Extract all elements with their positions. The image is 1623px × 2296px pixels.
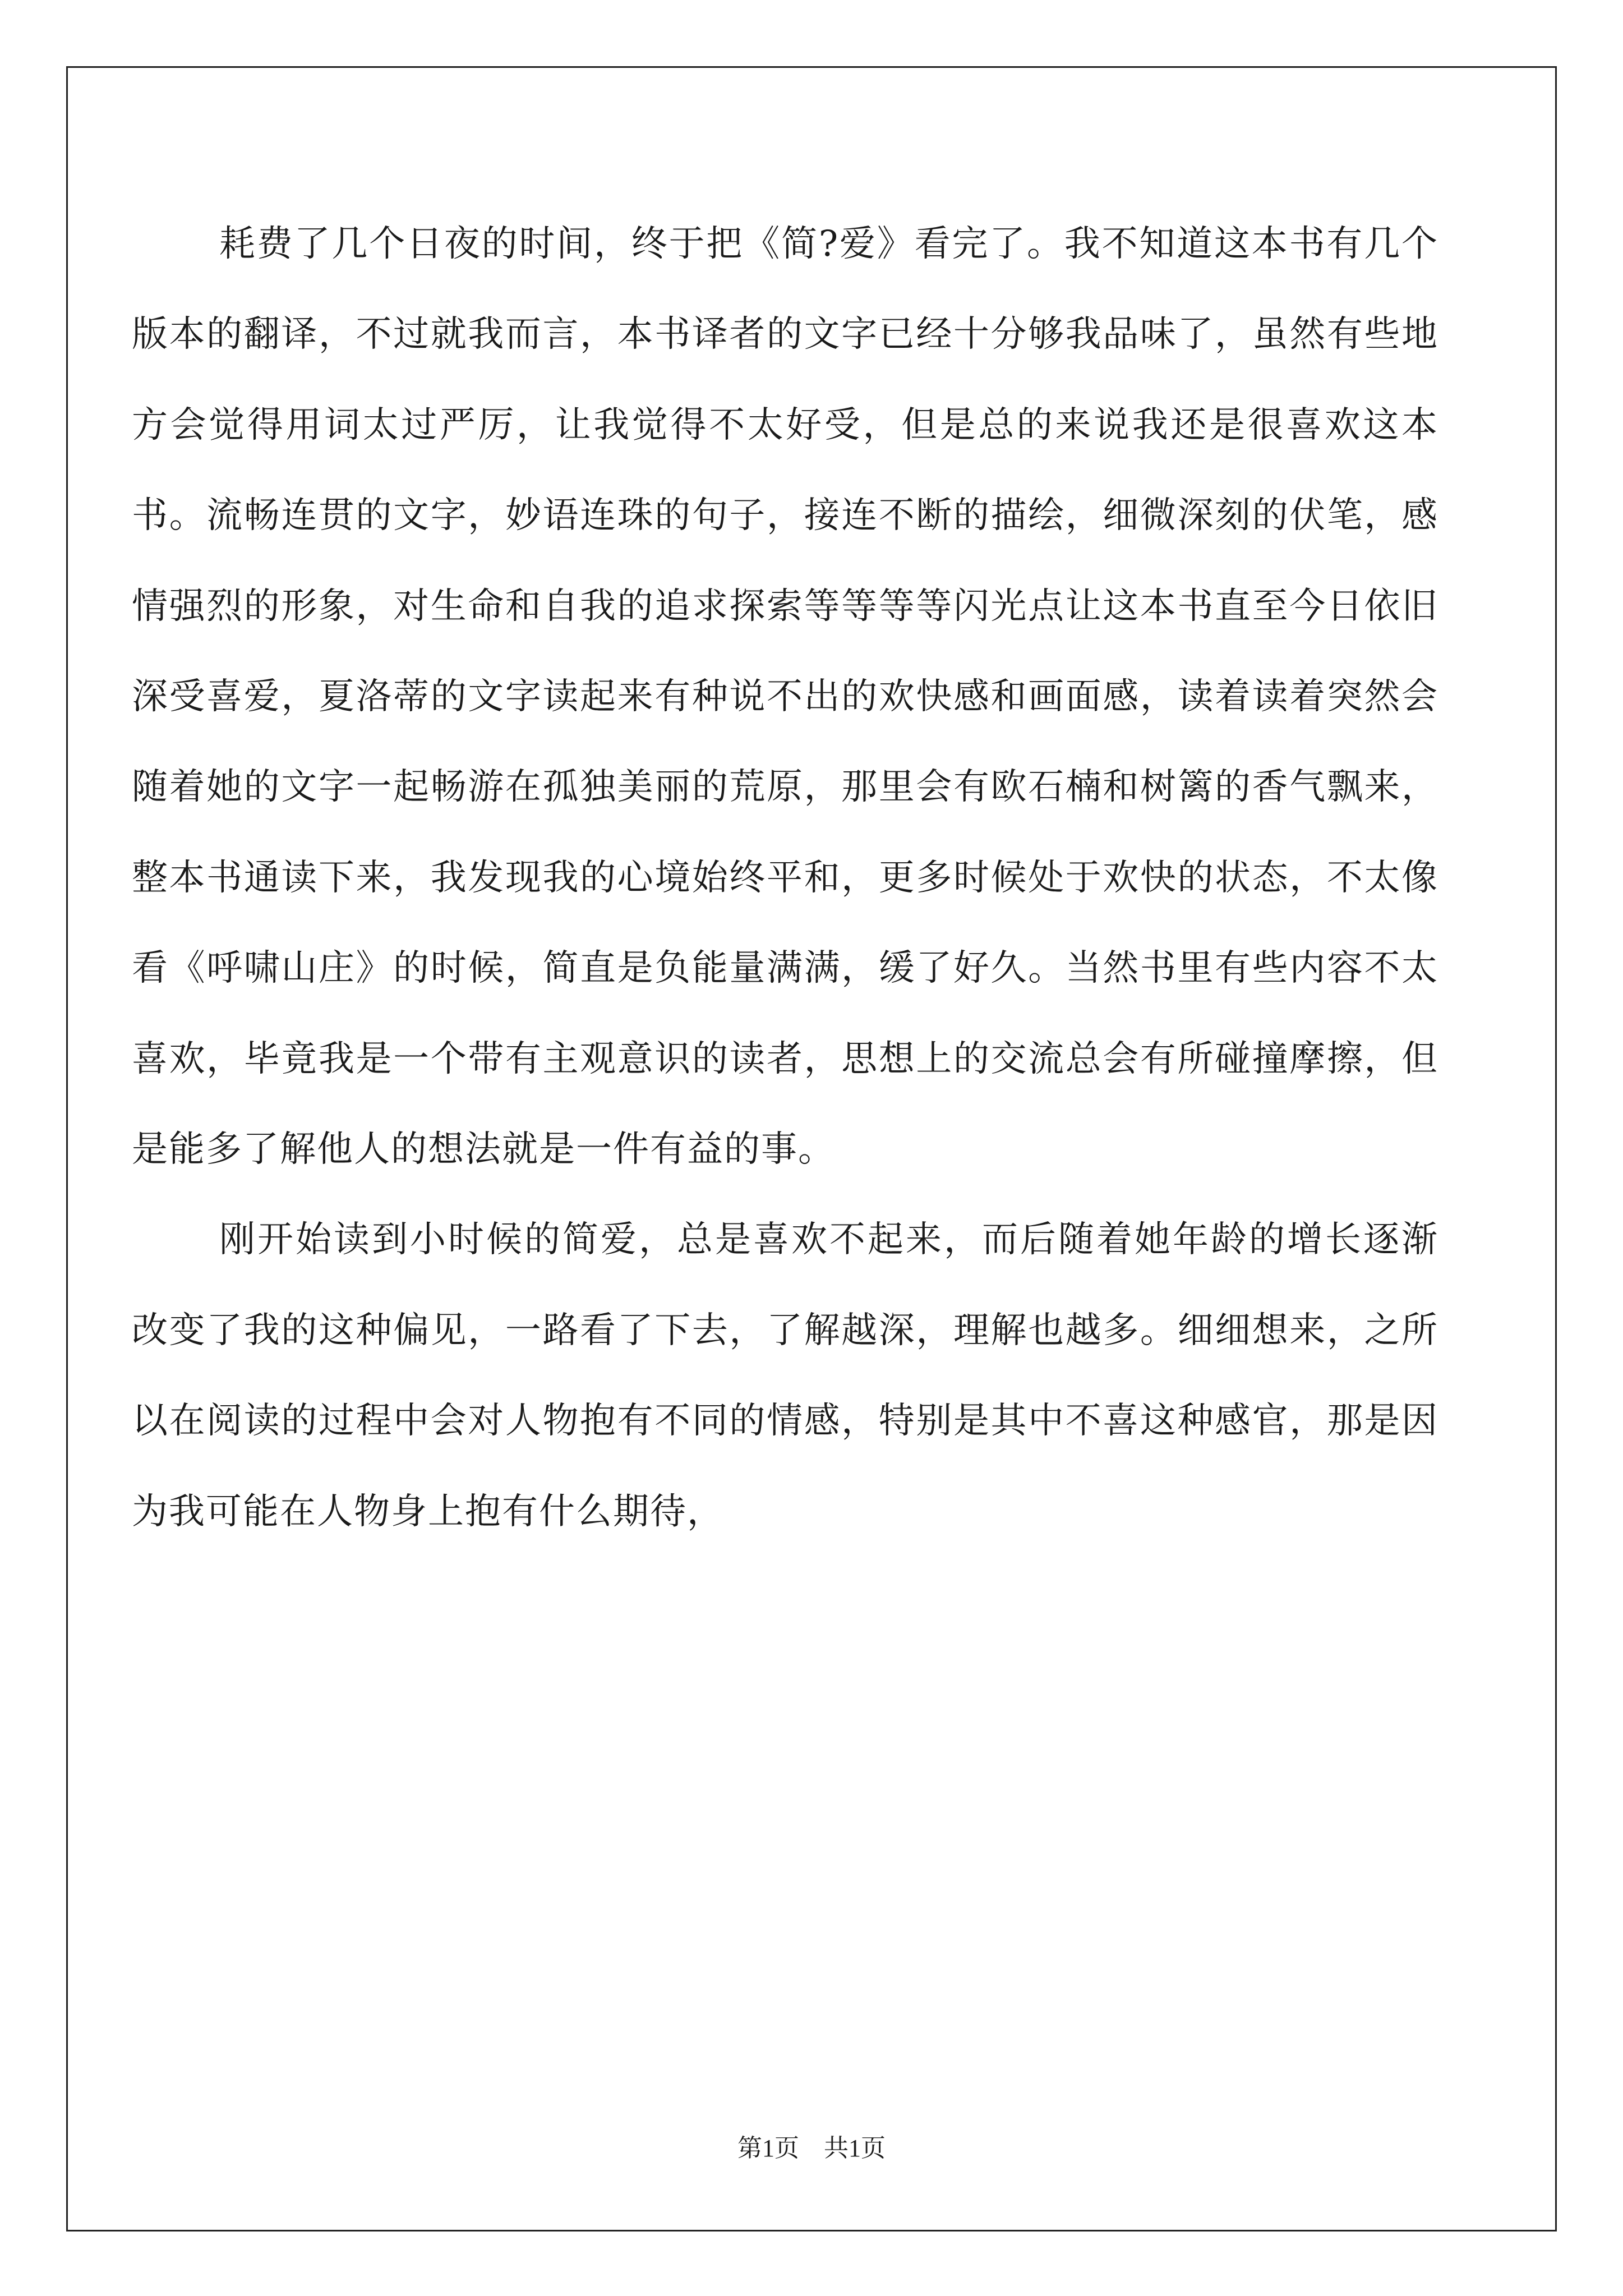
document-body xyxy=(132,199,1438,1557)
paragraph-1: 耗费了几个日夜的时间，终于把《简?爱》看完了。我不知道这本书有几个版本的翻译，不过就我而言，本书译者的文字已经十分够我品味了，虽然有些地方会觉得用词太过严厉，让我觉得不太好受，但是总的来说我还是很喜欢这本书。流畅连贯的文字，妙语连珠的句子，接连不断的描绘，细微深刻的伏笔，感情强烈的形象，对生命和自我的追求探索等等等等闪光点让这本书直至今日依旧深受喜爱，夏洛蒂的文字读起来有种说不出的欢快感和画面感，读着读着突然会随着她的文字一起畅游在孤独美丽的荒原，那里会有欧石楠和树篱的香气飘来，整本书通读下来，我发现我的心境始终平和，更多时候处于欢快的状态，不太像看《呼啸山庄》的时候，简直是负能量满满，缓了好久。当然书里有些内容不太喜欢，毕竟我是一个带有主观意识的读者，思想上的交流总会有所碰撞摩擦，但是能多了解他人的想法就是一件有益的事。 xyxy=(132,223,1438,1171)
page-number-footer: 第1页 共1页 xyxy=(737,2134,886,2162)
paragraph-2: 刚开始读到小时候的简爱，总是喜欢不起来，而后随着她年龄的增长逐渐改变了我的这种偏见，一路看了下去，了解越深，理解也越多。细细想来，之所以在阅读的过程中会对人物抱有不同的情感，特别是其中不喜这种感官，那是因为我可能在人物身上抱有什么期待， xyxy=(132,1219,1438,1533)
